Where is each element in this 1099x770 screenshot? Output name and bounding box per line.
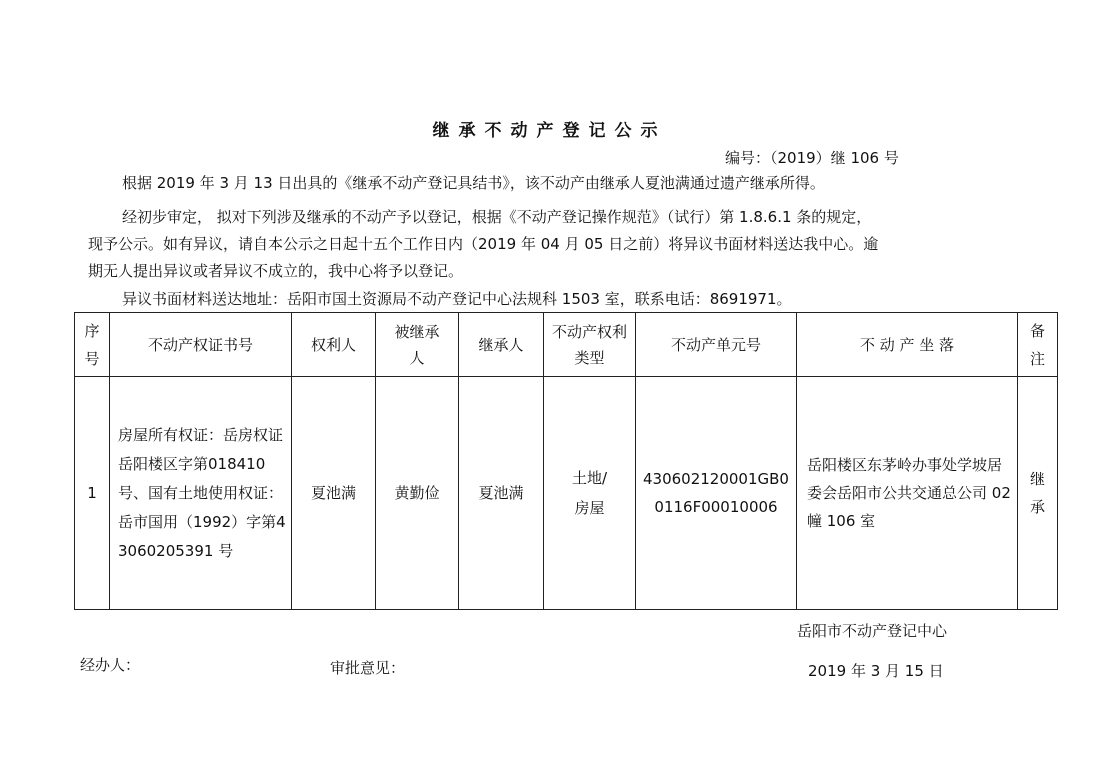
header-unit-no: 不动产单元号 <box>636 313 797 377</box>
table-row <box>75 377 1058 610</box>
issue-date: 2019 年 3 月 15 日 <box>808 662 944 680</box>
cell-heir: 夏池满 <box>459 377 544 610</box>
paragraph-review: 经初步审定， 拟对下列涉及继承的不动产予以登记，根据《不动产登记操作规范》（试行）第 1.8.6.1 条的规定， <box>122 208 872 226</box>
header-right-type: 不动产权利类型 <box>544 313 636 377</box>
header-location: 不 动 产 坐 落 <box>797 313 1018 377</box>
cell-cert-no: 房屋所有权证：岳房权证岳阳楼区字第018410 号、国有土地使用权证：岳市国用（1992）字第43060205391 号 <box>110 377 292 610</box>
cell-right-type: 土地/房屋 <box>544 377 636 610</box>
objection-address: 异议书面材料送达地址：岳阳市国土资源局不动产登记中心法规科 1503 室，联系电话：8691971。 <box>122 290 792 308</box>
approval-label: 审批意见： <box>330 659 406 677</box>
cell-location: 岳阳楼区东茅岭办事处学坡居委会岳阳市公共交通总公司 02 幢 106 室 <box>797 377 1018 610</box>
document-number: 编号：（2019）继 106 号 <box>725 149 899 167</box>
paragraph-basis: 根据 2019 年 3 月 13 日出具的《继承不动产登记具结书》，该不动产由继承人夏池满通过遗产继承所得。 <box>122 174 825 192</box>
header-cert-no: 不动产权证书号 <box>110 313 292 377</box>
paragraph-review-cont: 现予公示。如有异议，请自本公示之日起十五个工作日内（2019 年 04 月 05 日之前）将异议书面材料送达我中心。逾 <box>88 235 879 253</box>
page-title: 继承不动产登记公示 <box>432 121 667 141</box>
header-holder: 权利人 <box>292 313 376 377</box>
table-header-row <box>75 313 1058 377</box>
cell-holder: 夏池满 <box>292 377 376 610</box>
registration-table <box>74 312 1058 610</box>
header-seq: 序号 <box>75 313 110 377</box>
cell-seq: 1 <box>75 377 110 610</box>
header-remark: 备注 <box>1018 313 1058 377</box>
cell-unit-no: 430602120001GB00116F00010006 <box>636 377 797 610</box>
handler-label: 经办人： <box>80 656 141 674</box>
header-heir: 继承人 <box>459 313 544 377</box>
header-decedent: 被继承人 <box>376 313 459 377</box>
issuing-organization: 岳阳市不动产登记中心 <box>797 622 948 640</box>
cell-decedent: 黄勤俭 <box>376 377 459 610</box>
cell-remark: 继承 <box>1018 377 1058 610</box>
paragraph-review-end: 期无人提出异议或者异议不成立的，我中心将予以登记。 <box>88 262 464 280</box>
